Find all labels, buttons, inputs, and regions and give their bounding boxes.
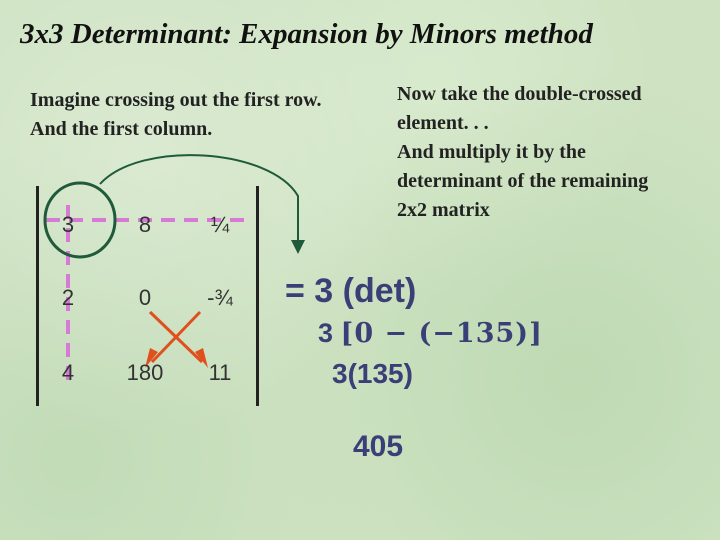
instruction-line-1: Imagine crossing out the first row.	[30, 89, 322, 111]
matrix-cell-r1c3: ¼	[210, 212, 230, 237]
matrix-cell-r1c1: 3	[61, 212, 75, 237]
instruction-right-line-2: element. . .	[397, 112, 489, 134]
matrix-cell-r3c1: 4	[61, 360, 75, 385]
matrix-cell-r2c2: 0	[138, 285, 152, 310]
instruction-right-line-5: 2x2 matrix	[397, 199, 490, 221]
matrix-cell-r1c2: 8	[138, 212, 152, 237]
result-step-2-coefficient: 3	[318, 318, 334, 348]
instruction-line-2: And the first column.	[30, 118, 213, 140]
slide-title: 3x3 Determinant: Expansion by Minors method	[20, 18, 593, 50]
result-step-3: 3(135)	[332, 358, 413, 389]
matrix-cell-r3c3: 11	[208, 360, 232, 385]
matrix-cell-r3c2: 180	[126, 360, 164, 385]
result-step-2-expression: [0 − (−135)]	[340, 318, 543, 349]
matrix-cell-r2c1: 2	[61, 285, 75, 310]
result-step-2	[318, 318, 543, 349]
matrix-cell-r2c3: -¾	[207, 285, 233, 310]
result-step-1: = 3 (det)	[285, 272, 417, 310]
instruction-right-line-1: Now take the double-crossed	[397, 83, 642, 105]
instruction-right-line-3: And multiply it by the	[397, 141, 586, 163]
instruction-right-line-4: determinant of the remaining	[397, 170, 649, 192]
arrow-head-icon	[291, 240, 305, 254]
final-answer: 405	[353, 430, 404, 463]
